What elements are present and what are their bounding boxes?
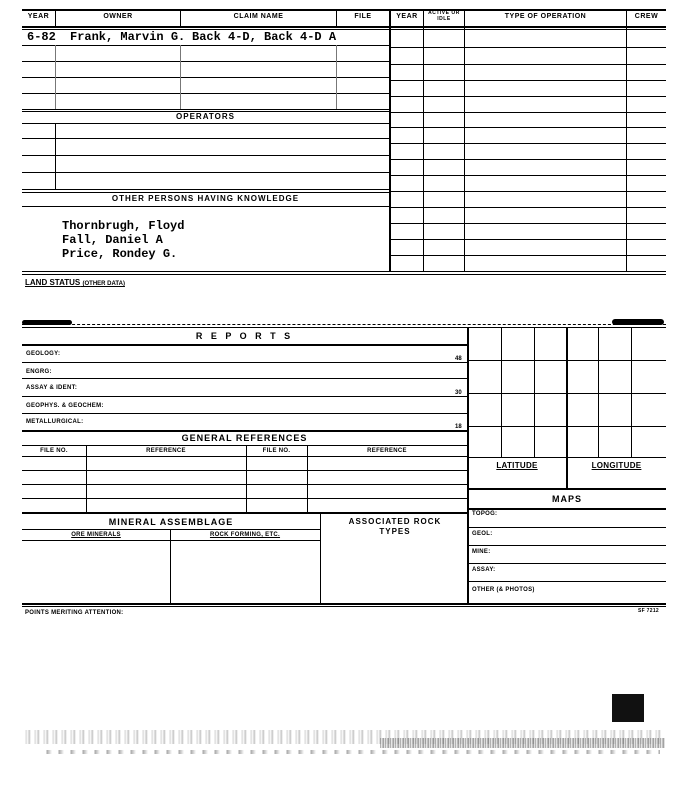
- person-1: Thornbrugh, Floyd: [62, 219, 185, 233]
- report-metallurgical: METALLURGICAL:: [26, 419, 84, 425]
- associated-rock-types: ASSOCIATED ROCK TYPES: [348, 517, 442, 536]
- report-geophys: GEOPHYS. & GEOCHEM:: [26, 403, 104, 409]
- ref-header-reference-1: REFERENCE: [146, 448, 186, 454]
- ref-header-reference-2: REFERENCE: [367, 448, 407, 454]
- map-other: OTHER (& PHOTOS): [472, 587, 535, 593]
- row1-owner: Frank, Marvin G.: [70, 30, 186, 44]
- header-year: YEAR: [27, 13, 50, 20]
- mineral-title: MINERAL ASSEMBLAGE: [108, 517, 234, 527]
- header-type-of-operation: TYPE OF OPERATION: [504, 13, 587, 20]
- form-number: SF 7212: [638, 608, 660, 614]
- map-assay: ASSAY:: [472, 567, 496, 573]
- header-crew: CREW: [634, 13, 659, 20]
- land-status-text: LAND STATUS: [25, 278, 81, 287]
- rock-forming-header: ROCK FORMING, ETC.: [209, 532, 281, 538]
- ref-header-file-no-1: FILE NO.: [40, 448, 68, 454]
- map-topog: TOPOG:: [472, 511, 498, 517]
- report-engrg: ENGRG:: [26, 369, 52, 375]
- ore-minerals-header: ORE MINERALS: [71, 532, 121, 538]
- land-status-label: [25, 278, 125, 287]
- map-mine: MINE:: [472, 549, 491, 555]
- header-year-right: YEAR: [396, 13, 418, 20]
- report-assay: ASSAY & IDENT:: [26, 385, 78, 391]
- row1-claim-name: Back 4-D, Back 4-D A: [192, 30, 337, 44]
- header-owner: OWNER: [103, 13, 133, 20]
- report-num-48: 48: [455, 356, 462, 362]
- general-references-title: GENERAL REFERENCES: [181, 433, 308, 443]
- person-2: Fall, Daniel A: [62, 233, 163, 247]
- points-meriting-attention: POINTS MERITING ATTENTION:: [25, 610, 124, 616]
- header-file: FILE: [354, 13, 372, 20]
- land-status-sub: (OTHER DATA): [82, 281, 125, 287]
- report-geology: GEOLOGY:: [26, 351, 61, 357]
- longitude-label: LONGITUDE: [591, 461, 642, 470]
- operators-title: OPERATORS: [176, 112, 235, 121]
- header-active-or-idle: ACTIVE OR IDLE: [428, 10, 460, 22]
- ref-header-file-no-2: FILE NO.: [262, 448, 291, 454]
- reports-title: R E P O R T S: [195, 331, 294, 341]
- person-3: Price, Rondey G.: [62, 247, 178, 261]
- row1-year: 6-82: [27, 30, 56, 44]
- other-persons-title: OTHER PERSONS HAVING KNOWLEDGE: [111, 194, 300, 203]
- header-claim-name: CLAIM NAME: [233, 13, 284, 20]
- report-num-30: 30: [455, 390, 462, 396]
- latitude-label: LATITUDE: [496, 461, 538, 470]
- map-geol: GEOL:: [472, 531, 493, 537]
- report-num-18: 18: [455, 424, 462, 430]
- maps-title: MAPS: [551, 494, 582, 504]
